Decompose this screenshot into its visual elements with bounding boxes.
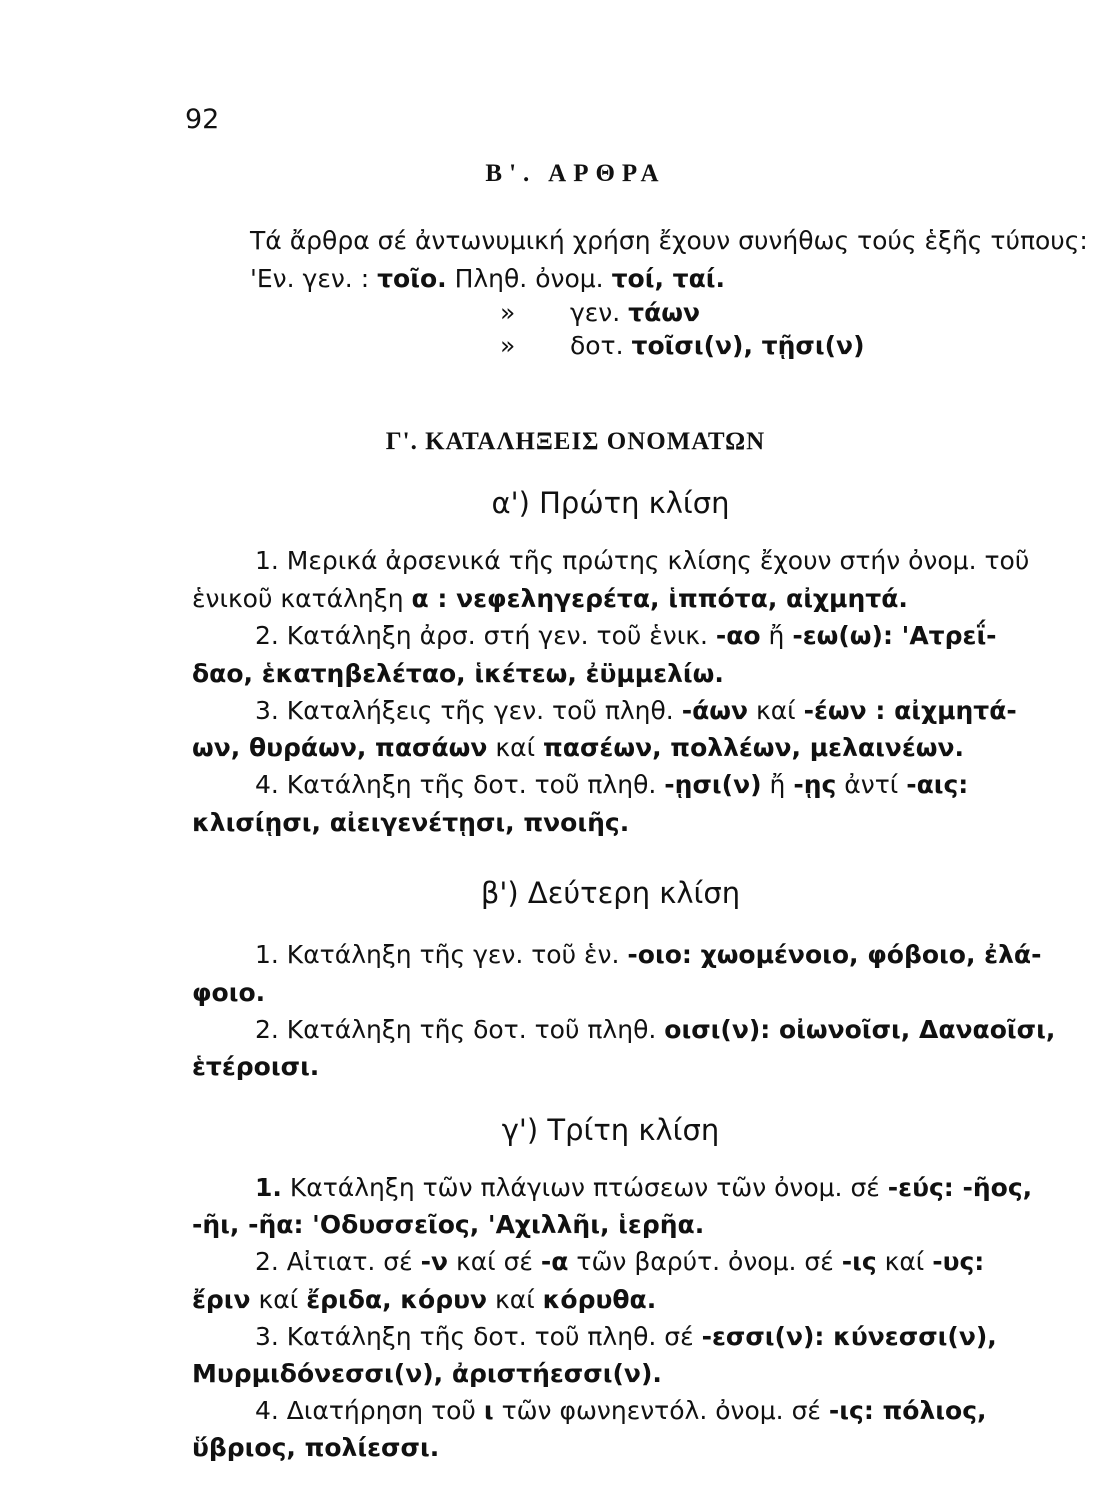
text: 2. Αἰτιατ. σέ	[255, 1247, 413, 1276]
text: 2. Κατάληξη ἀρσ. στή γεν. τοῦ ἑνικ.	[255, 621, 708, 650]
bold-text: πασέων, πολλέων, μελαινέων.	[543, 733, 965, 762]
article-label: 'Εν. γεν. :	[250, 264, 370, 293]
text: τῶν φωνηεντόλ. ὀνομ. σέ	[501, 1396, 821, 1425]
first-decl-line-3a	[255, 698, 1017, 723]
second-declension-title: β') Δεύτερη κλίση	[480, 876, 741, 910]
bold-text: -αο	[715, 621, 761, 650]
text: καί	[884, 1247, 925, 1276]
bold-text: -εύς: -ῆος,	[887, 1173, 1033, 1202]
text: ἑνικοῦ κατάληξη	[192, 584, 404, 613]
third-declension-title: γ') Τρίτη κλίση	[501, 1113, 720, 1147]
first-decl-line-1b	[192, 586, 908, 611]
bold-text: -ν	[420, 1247, 449, 1276]
third-decl-line-4a	[255, 1398, 987, 1423]
first-decl-line-3b	[192, 735, 964, 760]
ditto-mark: »	[500, 331, 516, 360]
bold-text: 1.	[255, 1173, 282, 1202]
third-decl-line-3a	[255, 1324, 997, 1349]
bold-text: ων, θυράων, πασάων	[192, 733, 488, 762]
second-decl-line-2b: ἑτέροισι.	[192, 1052, 320, 1081]
bold-text: -ῃς	[793, 770, 837, 799]
article-label: γεν.	[569, 298, 621, 327]
first-decl-line-4a	[255, 772, 968, 797]
third-decl-line-1b: -ῆι, -ῆα: 'Οδυσσεῖος, 'Αχιλλῆι, ἱερῆα.	[192, 1210, 705, 1239]
first-decl-line-2a	[255, 623, 997, 648]
text: καί σέ	[455, 1247, 533, 1276]
bold-text: -εσσι(ν): κύνεσσι(ν),	[701, 1322, 997, 1351]
text: καί	[258, 1285, 299, 1314]
second-decl-line-1a	[255, 942, 1041, 967]
section-b-intro: Τά ἄρθρα σέ ἀντωνυμική χρήση ἔχουν συνήθως τούς ἑξῆς τύπους:	[250, 226, 1088, 255]
bold-text: α : νεφεληγερέτα, ἱππότα, αἰχμητά.	[411, 584, 908, 613]
second-decl-line-1b: φοιο.	[192, 978, 266, 1007]
section-g-heading: Γ'. ΚΑΤΑΛΗΞΕΙΣ ΟΝΟΜΑΤΩΝ	[385, 428, 766, 455]
bold-text: -ῃσι(ν)	[664, 770, 762, 799]
first-declension-title: α') Πρώτη κλίση	[491, 486, 730, 520]
text: Κατάληξη τῶν πλάγιων πτώσεων τῶν ὀνομ. σέ	[289, 1173, 880, 1202]
first-decl-line-2b: δαο, ἑκατηβελέταο, ἱκέτεω, ἐϋμμελίω.	[192, 659, 724, 688]
article-row-1	[250, 266, 725, 291]
text: καί	[495, 1285, 535, 1314]
third-decl-line-3b: Μυρμιδόνεσσι(ν), ἀριστήεσσι(ν).	[192, 1359, 662, 1388]
third-decl-line-4b: ὕβριος, πολίεσσι.	[192, 1433, 440, 1462]
text: καί	[495, 733, 536, 762]
page-number: 92	[185, 104, 220, 135]
third-decl-line-1a	[255, 1175, 1032, 1200]
section-b-heading: Β'. ΑΡΘΡΑ	[485, 160, 666, 187]
first-decl-line-1a: 1. Μερικά ἀρσενικά τῆς πρώτης κλίσης ἔχουν στήν ὀνομ. τοῦ	[255, 546, 1030, 575]
bold-text: κόρυθα.	[542, 1285, 657, 1314]
bold-text: -υς:	[932, 1247, 985, 1276]
article-form: τοῖο.	[377, 264, 447, 293]
bold-text: -έων : αἰχμητά-	[803, 696, 1017, 725]
bold-text: -ις	[841, 1247, 877, 1276]
text: ἀντί	[844, 770, 899, 799]
text: 3. Καταλήξεις τῆς γεν. τοῦ πληθ.	[255, 696, 674, 725]
text: ἤ	[769, 770, 786, 799]
article-label: Πληθ. ὀνομ.	[454, 264, 604, 293]
bold-text: -άων	[681, 696, 749, 725]
third-decl-line-2a	[255, 1249, 984, 1274]
article-form: τοί, ταί.	[611, 264, 726, 293]
second-decl-line-2a	[255, 1017, 1055, 1042]
article-form: τοῖσι(ν), τῇσι(ν)	[631, 331, 865, 360]
text: τῶν βαρύτ. ὀνομ. σέ	[576, 1247, 834, 1276]
text: 2. Κατάληξη τῆς δοτ. τοῦ πληθ.	[255, 1015, 657, 1044]
bold-text: -εω(ω): 'Ατρεΐ-	[792, 621, 997, 650]
third-decl-line-2b	[192, 1287, 656, 1312]
bold-text: -ις: πόλιος,	[828, 1396, 987, 1425]
text: 3. Κατάληξη τῆς δοτ. τοῦ πληθ. σέ	[255, 1322, 694, 1351]
bold-text: -αις:	[906, 770, 969, 799]
bold-text: -α	[540, 1247, 569, 1276]
article-form: τάων	[628, 298, 701, 327]
text: 1. Κατάληξη τῆς γεν. τοῦ ἑν.	[255, 940, 620, 969]
article-row-2	[500, 300, 700, 325]
article-label: δοτ.	[569, 331, 624, 360]
bold-text: ι	[483, 1396, 494, 1425]
text: 4. Κατάληξη τῆς δοτ. τοῦ πληθ.	[255, 770, 657, 799]
ditto-mark: »	[500, 298, 516, 327]
bold-text: ἔριδα, κόρυν	[306, 1285, 488, 1314]
first-decl-line-4b: κλισίῃσι, αἰειγενέτῃσι, πνοιῆς.	[192, 808, 630, 837]
bold-text: -οιο: χωομένοιο, φόβοιο, ἐλά-	[627, 940, 1042, 969]
text: ἤ	[768, 621, 785, 650]
bold-text: ἔριν	[192, 1285, 251, 1314]
bold-text: οισι(ν): οἰωνοῖσι, Δαναοῖσι,	[664, 1015, 1056, 1044]
text: καί	[755, 696, 796, 725]
article-row-3	[500, 333, 865, 358]
text: 4. Διατήρηση τοῦ	[255, 1396, 476, 1425]
